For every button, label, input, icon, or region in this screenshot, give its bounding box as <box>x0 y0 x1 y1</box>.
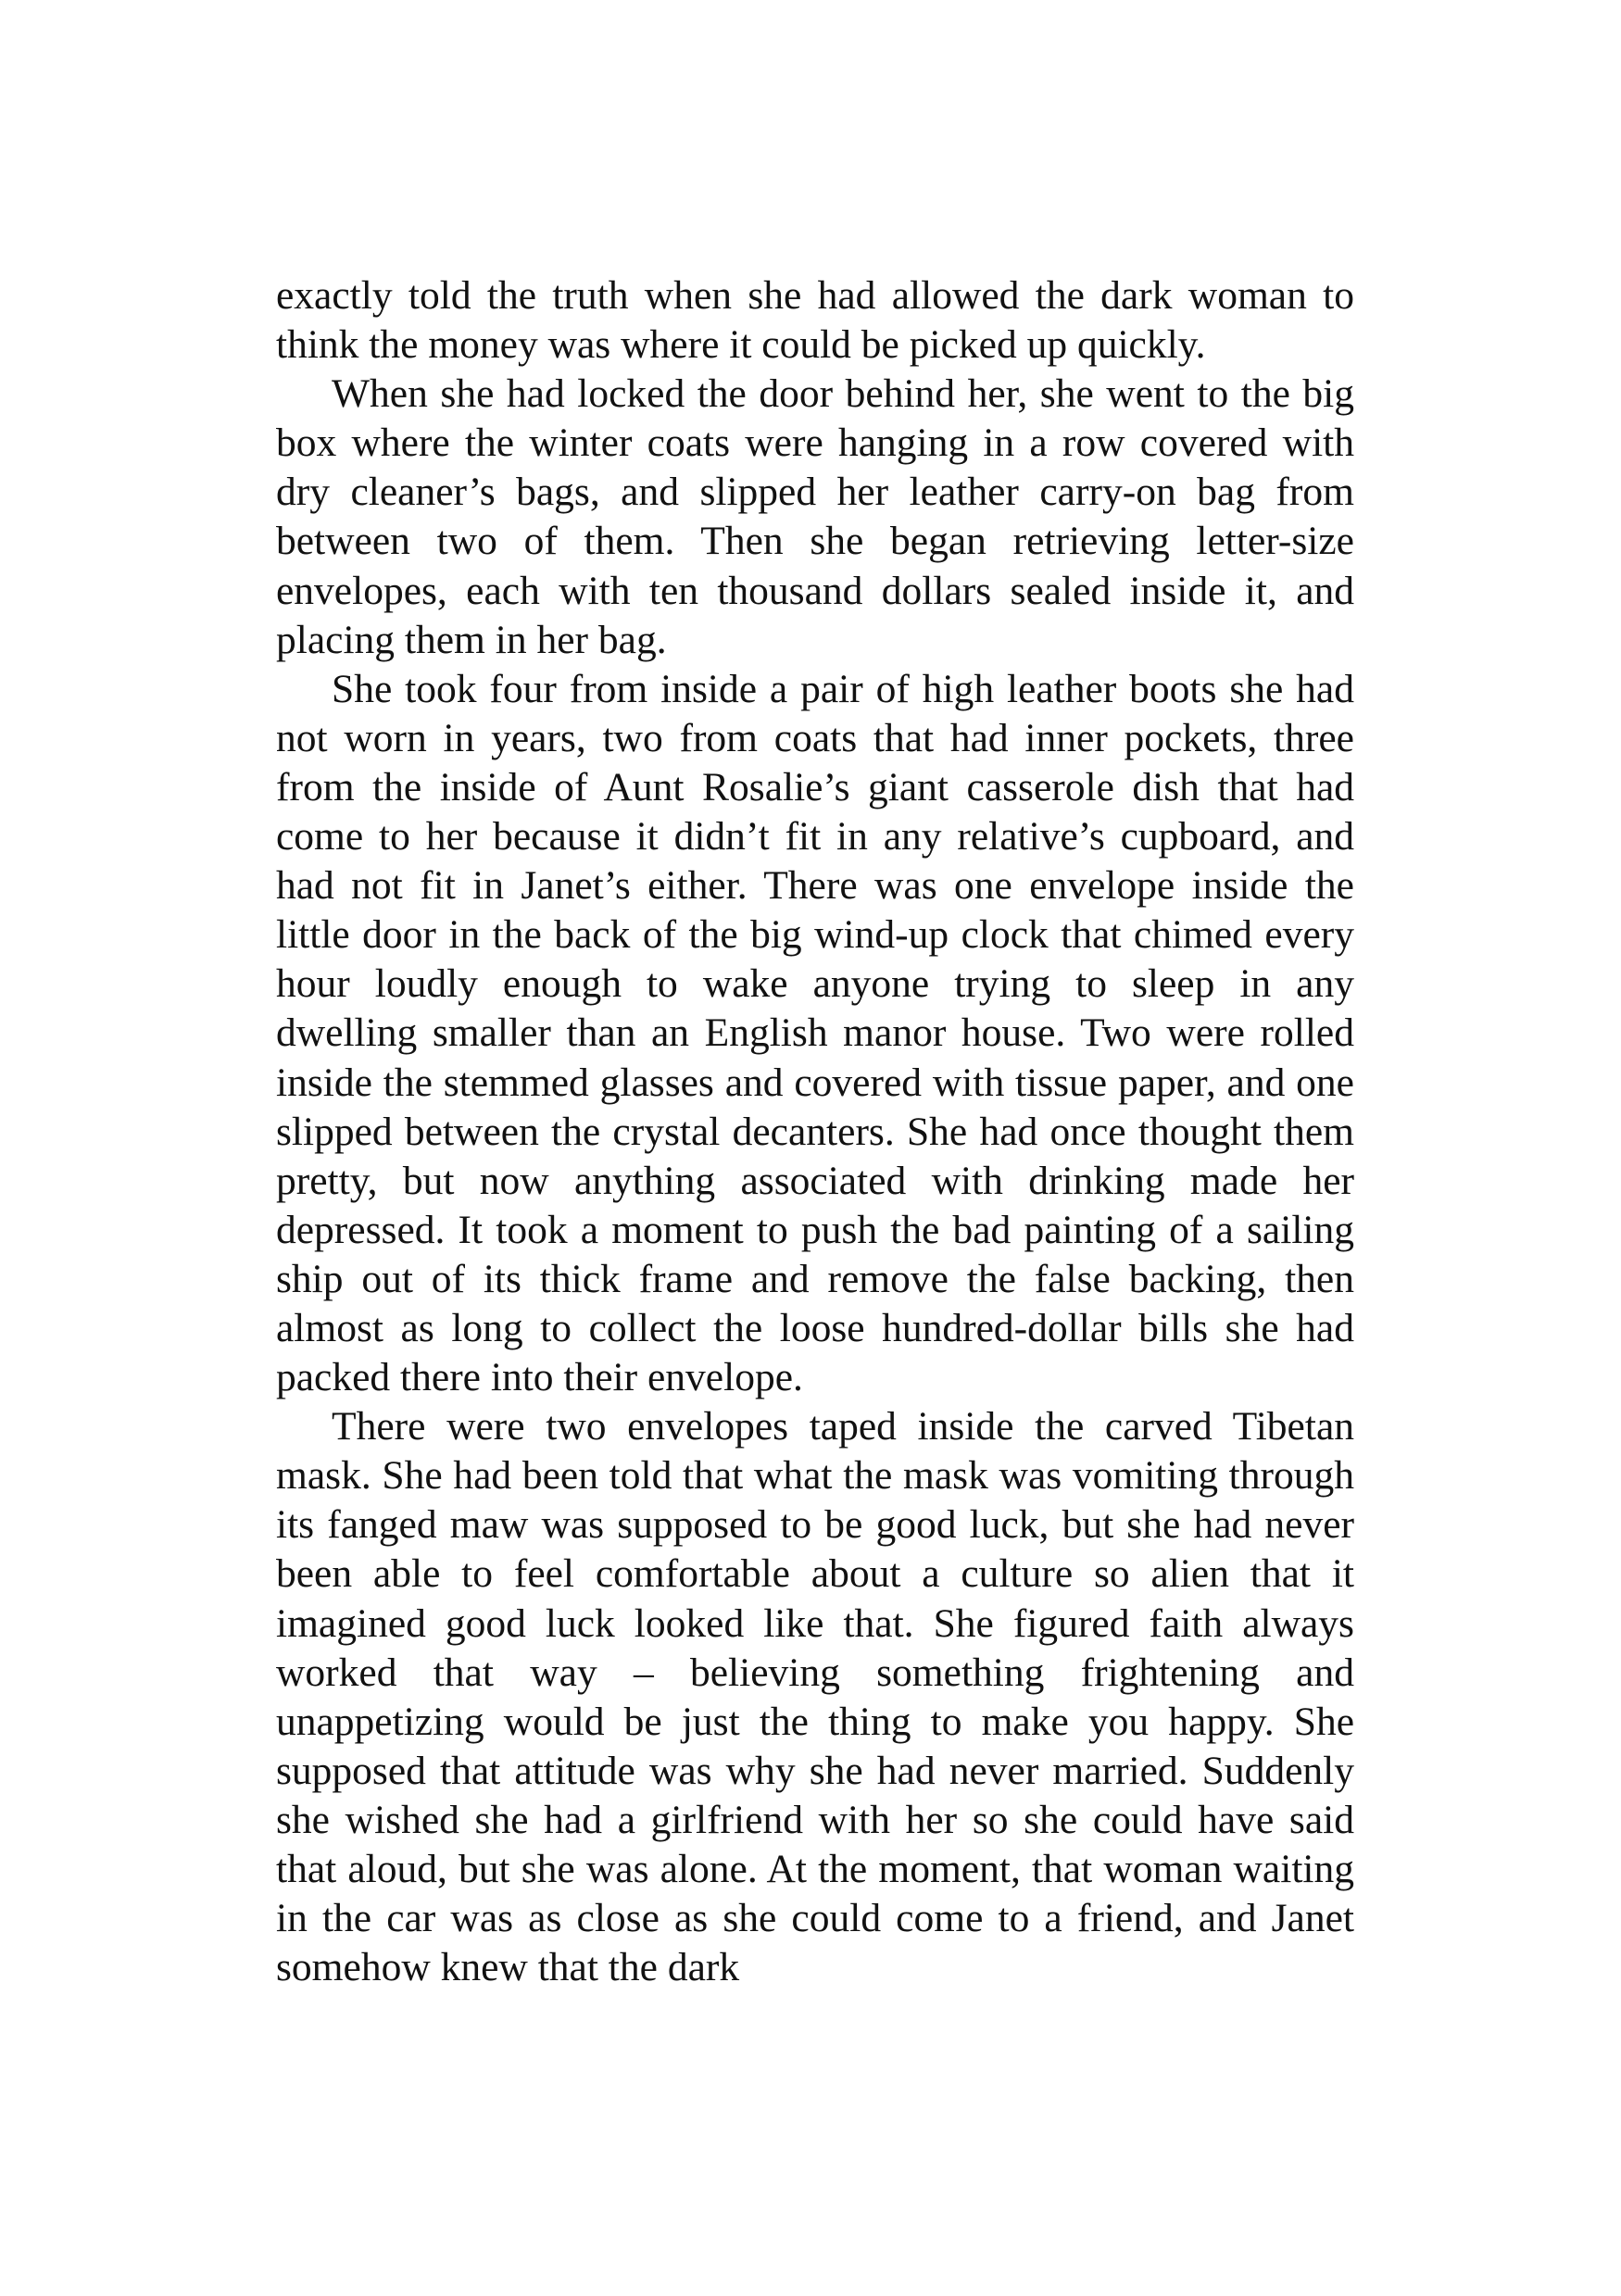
paragraph: She took four from inside a pair of high leather boots she had not worn in years, two from coats that had inner pockets, three from the inside of Aunt Rosalie’s giant casserole dish that had come to her because it didn’t fit in any relative’s cupboard, and had not fit in Janet’s either. There was one envelope inside the little door in the back of the big wind-up clock that chimed every hour loudly enough to wake anyone trying to sleep in any dwelling smaller than an English manor house. Two were rolled inside the stemmed glasses and covered with tissue paper, and one slipped between the crystal decanters. She had once thought them pretty, but now anything associated with drinking made her depressed. It took a moment to push the bad painting of a sailing ship out of its thick frame and remove the false backing, then almost as long to collect the loose hundred-dollar bills she had packed there into their envelope. <box>276 666 1354 1400</box>
paragraph: When she had locked the door behind her, she went to the big box where the winter coats were hanging in a row covered with dry cleaner’s bags, and slipped her leather carry-on bag from between two of them. Then she began retrieving letter-size envelopes, each with ten thousand dollars sealed inside it, and placing them in her bag. <box>276 371 1354 662</box>
body-text <box>276 271 1354 1992</box>
paragraph: There were two envelopes taped inside the carved Tibetan mask. She had been told that what the mask was vomiting through its fanged maw was supposed to be good luck, but she had never been able to feel comfortable about a culture so alien that it imagined good luck looked like that. She figured faith always worked that way – believing something frightening and unappetizing would be just the thing to make you happy. She supposed that attitude was why she had never married. Suddenly she wished she had a girlfriend with her so she could have said that aloud, but she was alone. At the moment, that woman waiting in the car was as close as she could come to a friend, and Janet somehow knew that the dark <box>276 1404 1354 1990</box>
paragraph-continuation: exactly told the truth when she had allowed the dark woman to think the money was where it could be picked up quickly. <box>276 273 1354 368</box>
